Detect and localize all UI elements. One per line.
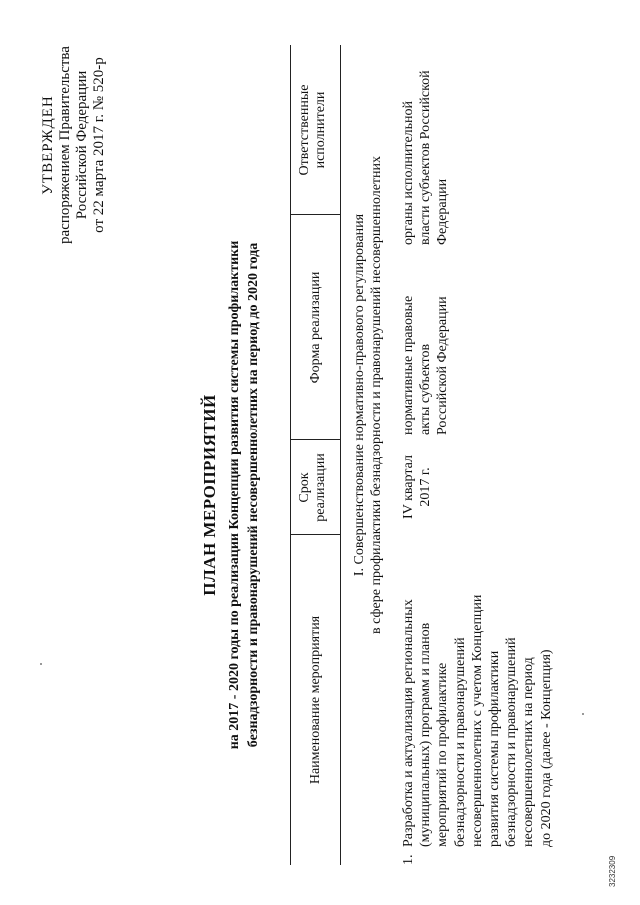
row-form: нормативные правовые акты субъектов Российской Федерации: [401, 295, 451, 435]
row-name: [400, 595, 555, 847]
row-name-line: несовершеннолетних с учетом Концепции: [469, 594, 485, 847]
header-name: Наименование мероприятия: [308, 615, 323, 785]
plan-title: ПЛАН МЕРОПРИЯТИЙ: [200, 394, 219, 596]
row-name-line: несовершеннолетних на период: [521, 657, 537, 847]
header-form: Форма реализации: [308, 271, 323, 384]
plan-subtitle-line: безнадзорности и правонарушений несовершеннолетних на период до 2020 года: [246, 242, 261, 748]
table-top-rule: [290, 45, 291, 865]
header-term: Срок реализации: [297, 453, 328, 522]
row-number: 1.: [401, 854, 416, 865]
row-name-line: безнадзорности и правонарушений: [504, 637, 520, 847]
approval-line: распоряжением Правительства: [57, 46, 73, 244]
row-name-line: развития системы профилактики: [487, 650, 503, 847]
header-responsible: Ответственные исполнители: [297, 84, 328, 176]
approval-heading: УТВЕРЖДЕН: [40, 95, 56, 195]
scan-speck: [582, 713, 584, 715]
approval-line: Российской Федерации: [74, 70, 90, 220]
row-name-line: до 2020 года (далее - Концепция): [538, 649, 554, 847]
plan-subtitle-line: на 2017 - 2020 годы по реализации Концепции развития системы профилактики: [227, 240, 242, 750]
section-heading: I. Совершенствование нормативно-правового регулирования в сфере профилактики безнадзорности и правонарушений несовершеннолетних: [352, 155, 384, 635]
row-name-line: (муниципальных) программ и планов: [418, 622, 434, 847]
approval-date-number: от 22 марта 2017 г. № 520-р: [91, 57, 107, 233]
row-term: IV квартал 2017 г.: [401, 455, 434, 519]
document-code: 3232309: [608, 855, 617, 887]
row-responsible: органы исполнительной власти субъектов Российской Федерации: [401, 70, 451, 245]
row-name-line: мероприятий по профилактике: [435, 662, 451, 847]
table-header-rule: [340, 45, 341, 865]
approval-block: [40, 30, 108, 260]
row-name-line: безнадзорности и правонарушений: [452, 637, 468, 847]
row-name-line: Разработка и актуализация региональных: [401, 599, 416, 847]
scan-speck: [40, 663, 42, 665]
